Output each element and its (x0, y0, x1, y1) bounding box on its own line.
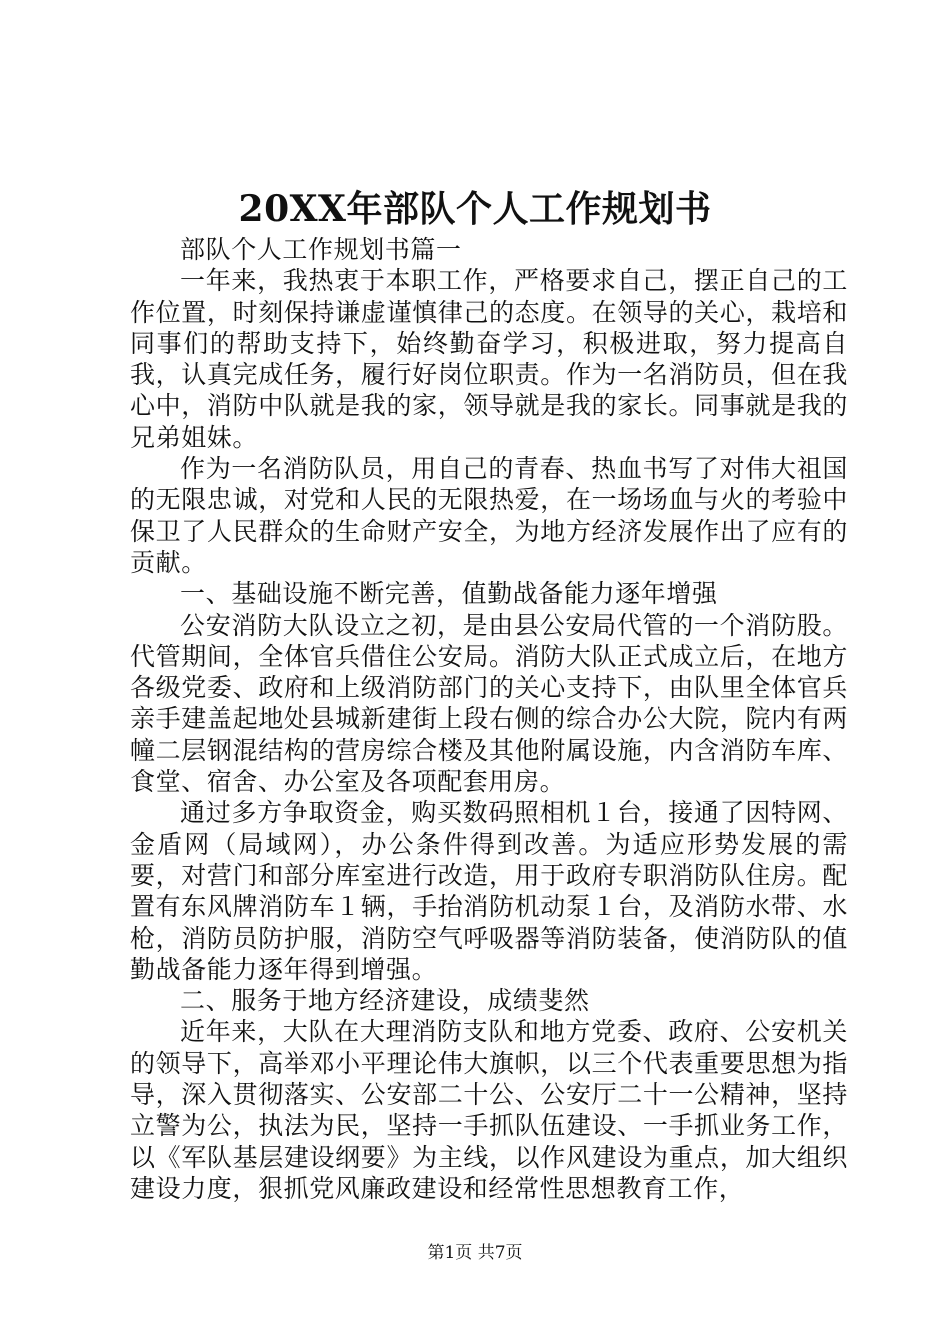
document-body (130, 234, 848, 1204)
paragraph: 一年来，我热衷于本职工作，严格要求自己，摆正自己的工作位置，时刻保持谦虚谨慎律己的态度。在领导的关心，栽培和同事们的帮助支持下，始终勤奋学习，积极进取，努力提高自我，认真完成任务，履行好岗位职责。作为一名消防员，但在我心中，消防中队就是我的家，领导就是我的家长。同事就是我的兄弟姐妹。 (130, 266, 848, 452)
paragraph: 近年来，大队在大理消防支队和地方党委、政府、公安机关的领导下，高举邓小平理论伟大旗帜，以三个代表重要思想为指导，深入贯彻落实、公安部二十公、公安厅二十一公精神，坚持立警为公，执法为民，坚持一手抓队伍建设、一手抓业务工作，以《军队基层建设纲要》为主线，以作风建设为重点，加大组织建设力度，狠抓党风廉政建设和经常性思想教育工作， (130, 1017, 848, 1203)
paragraph: 通过多方争取资金，购买数码照相机１台，接通了因特网、金盾网（局域网），办公条件得到改善。为适应形势发展的需要，对营门和部分库室进行改造，用于政府专职消防队住房。配置有东风牌消防车１辆，手抬消防机动泵１台，及消防水带、水枪，消防员防护服，消防空气呼吸器等消防装备，使消防队的值勤战备能力逐年得到增强。 (130, 798, 848, 984)
paragraph: 作为一名消防队员，用自己的青春、热血书写了对伟大祖国的无限忠诚，对党和人民的无限热爱，在一场场血与火的考验中保卫了人民群众的生命财产安全，为地方经济发展作出了应有的贡献。 (130, 454, 848, 577)
paragraph: 公安消防大队设立之初，是由县公安局代管的一个消防股。代管期间，全体官兵借住公安局。消防大队正式成立后，在地方各级党委、政府和上级消防部门的关心支持下，由队里全体官兵亲手建盖起地处县城新建街上段右侧的综合办公大院，院内有两幢二层钢混结构的营房综合楼及其他附属设施，内含消防车库、食堂、宿舍、办公室及各项配套用房。 (130, 610, 848, 797)
section-heading: 二、服务于地方经济建设，成绩斐然 (180, 986, 590, 1016)
section-heading: 一、基础设施不断完善，值勤战备能力逐年增强 (180, 579, 718, 609)
document-title: 20XX年部队个人工作规划书 (238, 188, 712, 230)
page-number-footer: 第1页 共7页 (427, 1243, 523, 1263)
section-heading: 部队个人工作规划书篇一 (180, 235, 462, 264)
